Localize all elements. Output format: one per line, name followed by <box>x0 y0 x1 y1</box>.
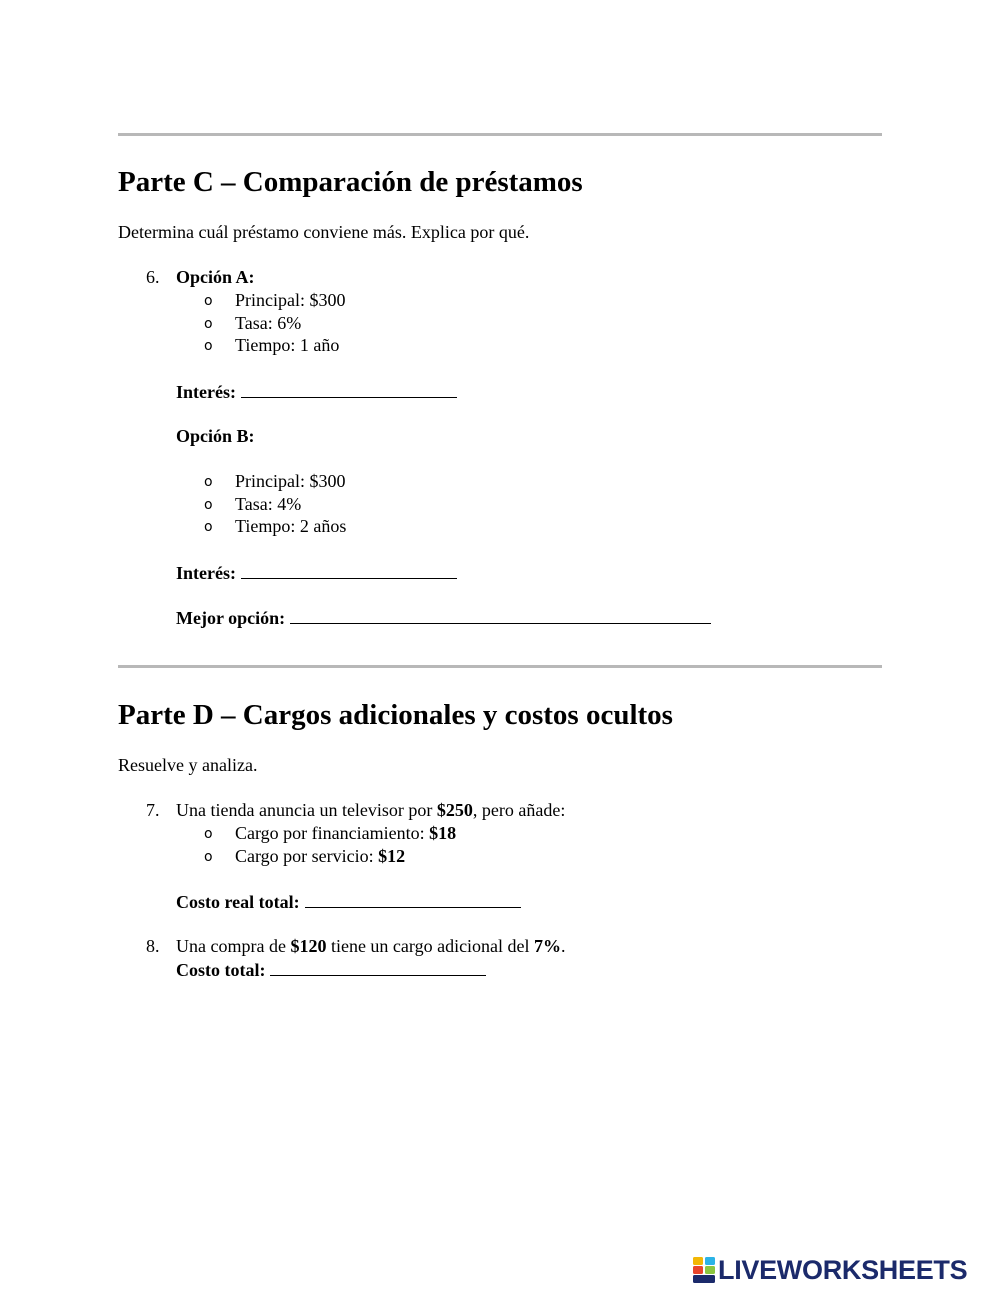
option-a-label: Opción A: <box>176 267 255 287</box>
bullet-icon: o <box>204 497 213 513</box>
question-7-number: 7. <box>146 800 160 820</box>
real-total-row <box>176 890 521 913</box>
best-option-answer-line[interactable] <box>290 606 711 624</box>
interest-a-label: Interés: <box>176 382 236 402</box>
best-option-label: Mejor opción: <box>176 608 286 628</box>
question-6-number: 6. <box>146 267 160 287</box>
total-cost-answer-line[interactable] <box>270 958 486 976</box>
interest-a-answer-line[interactable] <box>241 380 457 398</box>
part-d-instruction: Resuelve y analiza. <box>118 755 258 775</box>
part-c-title: Parte C – Comparación de préstamos <box>118 166 583 198</box>
real-total-label: Costo real total: <box>176 892 300 912</box>
part-d-title: Parte D – Cargos adicionales y costos ocultos <box>118 699 673 731</box>
liveworksheets-logo-text: LIVEWORKSHEETS <box>718 1255 968 1285</box>
charge-item: Cargo por servicio: $12 <box>235 846 406 866</box>
option-a-item: Tiempo: 1 año <box>235 335 340 355</box>
liveworksheets-logo <box>693 1254 967 1286</box>
best-option-row <box>176 606 711 629</box>
question-7-text: Una tienda anuncia un televisor por $250, pero añade: <box>176 800 566 820</box>
interest-a-row <box>176 380 457 403</box>
real-total-answer-line[interactable] <box>305 890 521 908</box>
total-cost-row <box>176 958 486 981</box>
charge-item: Cargo por financiamiento: $18 <box>235 823 457 843</box>
liveworksheets-logo-icon <box>693 1257 715 1283</box>
option-b-item: Tiempo: 2 años <box>235 516 347 536</box>
bullet-icon: o <box>204 849 213 865</box>
section-divider <box>118 665 882 668</box>
option-a-item: Tasa: 6% <box>235 313 302 333</box>
bullet-icon: o <box>204 293 213 309</box>
total-cost-label: Costo total: <box>176 960 266 980</box>
option-a-item: Principal: $300 <box>235 290 346 310</box>
option-b-label: Opción B: <box>176 426 255 446</box>
bullet-icon: o <box>204 316 213 332</box>
bullet-icon: o <box>204 519 213 535</box>
interest-b-row <box>176 561 457 584</box>
section-divider-top <box>118 133 882 136</box>
option-b-item: Tasa: 4% <box>235 494 302 514</box>
interest-b-answer-line[interactable] <box>241 561 457 579</box>
interest-b-label: Interés: <box>176 563 236 583</box>
bullet-icon: o <box>204 338 213 354</box>
bullet-icon: o <box>204 826 213 842</box>
question-8-number: 8. <box>146 936 160 956</box>
bullet-icon: o <box>204 474 213 490</box>
part-c-instruction: Determina cuál préstamo conviene más. Explica por qué. <box>118 222 530 242</box>
option-b-item: Principal: $300 <box>235 471 346 491</box>
question-8-text: Una compra de $120 tiene un cargo adicional del 7%. <box>176 936 566 956</box>
